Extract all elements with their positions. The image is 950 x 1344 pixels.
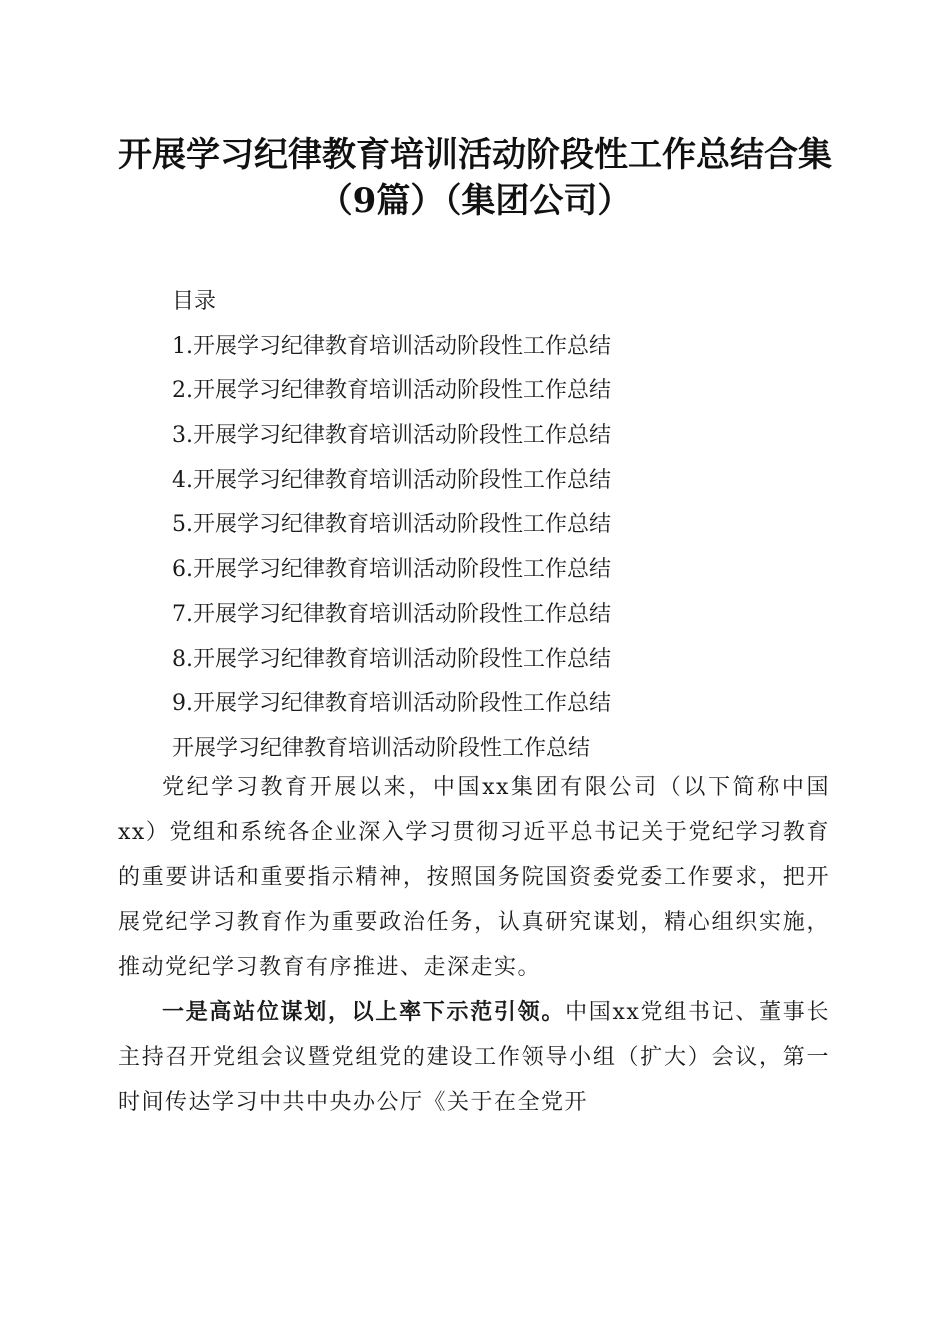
toc-heading: 目录: [172, 289, 217, 314]
paragraph-lead: 一是高站位谋划，以上率下示范引领。: [162, 999, 566, 1025]
paragraph-text: 中国xx党组书记、董事长主持召开党组会议暨党组党的建设工作领导小组（扩大）会议，第一时间传达学习中共中央办公厅《关于在全党开: [118, 1000, 830, 1115]
toc-item: 8.开展学习纪律教育培训活动阶段性工作总结: [172, 646, 611, 672]
body-paragraph: [118, 765, 830, 990]
section-title: 开展学习纪律教育培训活动阶段性工作总结: [172, 735, 591, 761]
toc-item: 5.开展学习纪律教育培训活动阶段性工作总结: [172, 512, 611, 538]
body-paragraph: [118, 990, 830, 1125]
toc-item: 4.开展学习纪律教育培训活动阶段性工作总结: [172, 467, 611, 493]
table-of-contents: [172, 280, 852, 772]
toc-list: [172, 325, 852, 727]
paragraph-text: 党纪学习教育开展以来，中国xx集团有限公司（以下简称中国xx）党组和系统各企业深入学习贯彻习近平总书记关于党纪学习教育的重要讲话和重要指示精神，按照国务院国资委党委工作要求，把开展党纪学习教育作为重要政治任务，认真研究谋划，精心组织实施，推动党纪学习教育有序推进、走深走实。: [118, 775, 830, 980]
document-body: [118, 765, 830, 1125]
toc-item: 6.开展学习纪律教育培训活动阶段性工作总结: [172, 557, 611, 583]
toc-item: 1.开展学习纪律教育培训活动阶段性工作总结: [172, 333, 611, 359]
document-title: 开展学习纪律教育培训活动阶段性工作总结合集（9篇）（集团公司）: [118, 135, 832, 221]
toc-item: 7.开展学习纪律教育培训活动阶段性工作总结: [172, 601, 611, 627]
toc-item: 3.开展学习纪律教育培训活动阶段性工作总结: [172, 423, 611, 449]
toc-item: 9.开展学习纪律教育培训活动阶段性工作总结: [172, 691, 611, 717]
toc-item: 2.开展学习纪律教育培训活动阶段性工作总结: [172, 378, 611, 404]
